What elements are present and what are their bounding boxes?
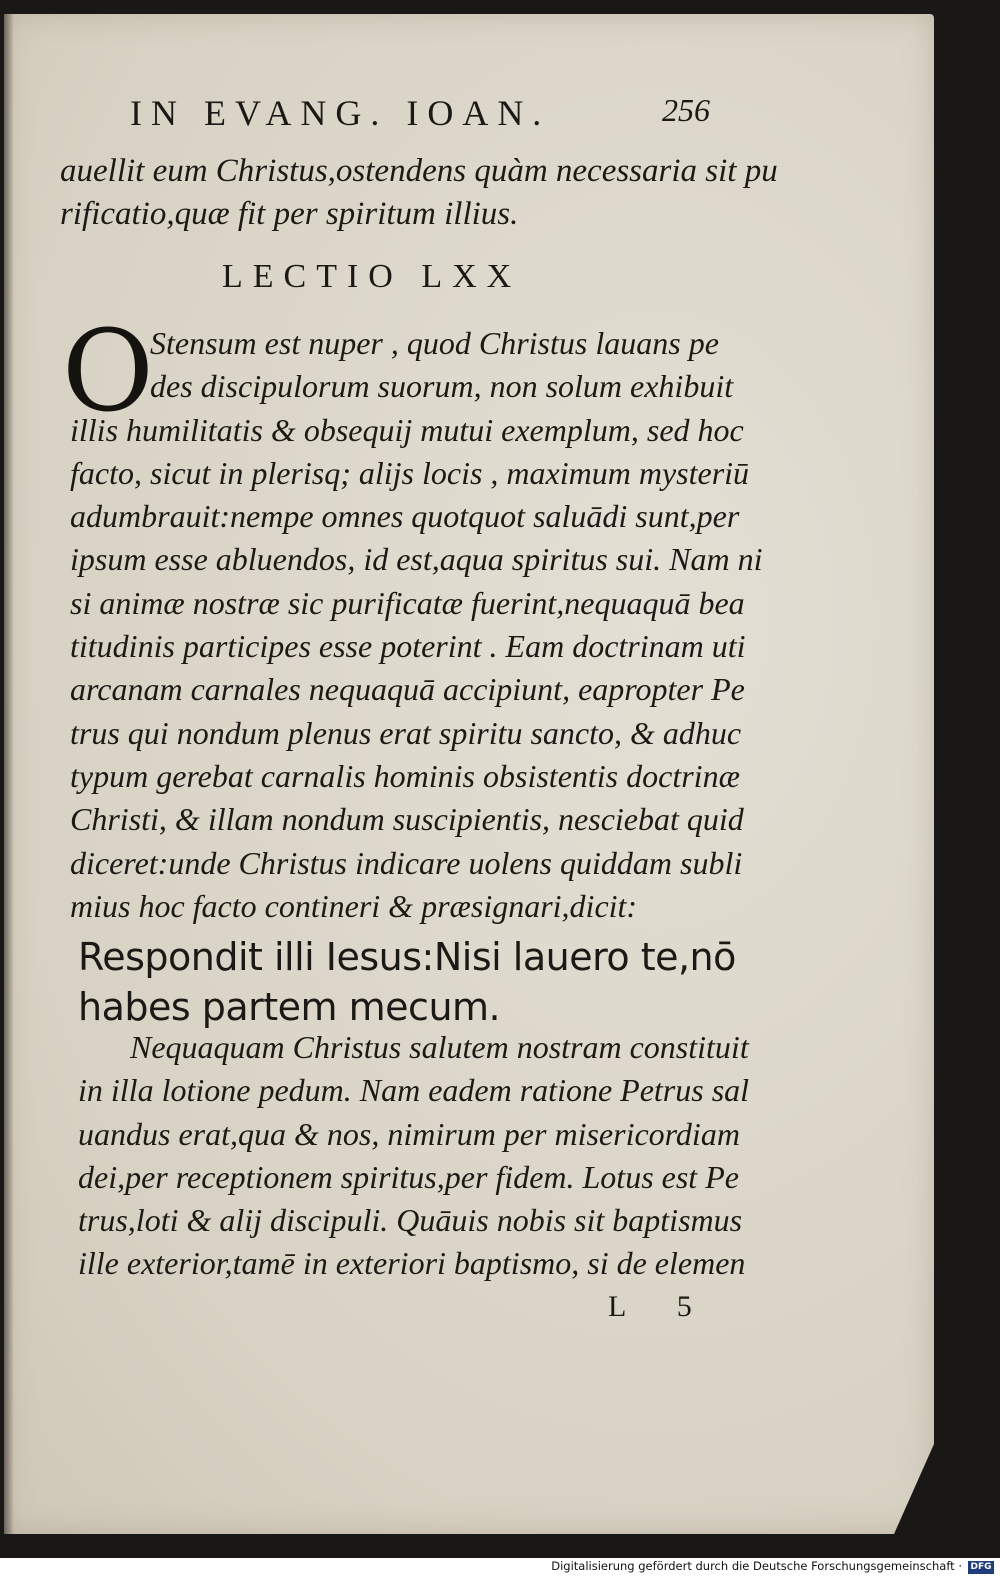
running-title: IN EVANG. IOAN. bbox=[130, 93, 551, 133]
lemma-line: habes partem mecum. bbox=[78, 985, 501, 1029]
page-gutter-shadow bbox=[4, 14, 14, 1534]
text-line: uandus erat,qua & nos, nimirum per misericordiam bbox=[78, 1115, 740, 1152]
digitization-footer bbox=[0, 1558, 1000, 1578]
text-line: trus,loti & alij discipuli. Quāuis nobis sit baptismus bbox=[78, 1202, 743, 1239]
text-line: illis humilitatis & obsequij mutui exemplum, sed hoc bbox=[70, 411, 744, 448]
text-line: adumbrauit:nempe omnes quotquot saluādi sunt,per bbox=[70, 498, 740, 535]
text-line: titudinis participes esse poterint . Eam doctrinam uti bbox=[70, 628, 746, 665]
lectio-heading: LECTIO LXX bbox=[222, 258, 522, 295]
text-line: Nequaquam Christus salutem nostram constituit bbox=[130, 1029, 749, 1065]
dfg-logo: DFG bbox=[968, 1561, 994, 1574]
text-line: typum gerebat carnalis hominis obsistentis doctrinæ bbox=[70, 757, 740, 794]
torn-corner bbox=[894, 1444, 934, 1534]
signature-mark: L 5 bbox=[608, 1290, 714, 1323]
scripture-lemma bbox=[78, 932, 758, 1032]
text-line: facto, sicut in plerisq; alijs locis , maximum mysteriū bbox=[70, 454, 750, 491]
lemma-line: Respondit illi Iesus:Nisi lauero te,nō bbox=[78, 935, 736, 979]
text-line: trus qui nondum plenus erat spiritu sancto, & adhuc bbox=[70, 714, 742, 751]
carryover-text bbox=[60, 150, 778, 237]
text-line: ille exterior,tamē in exteriori baptismo, si de elemen bbox=[78, 1245, 746, 1282]
text-line: arcanam carnales nequaquā accipiunt, eapropter Pe bbox=[70, 671, 745, 708]
text-line: auellit eum Christus,ostendens quàm necessaria sit pu bbox=[60, 153, 778, 189]
text-line: Stensum est nuper , quod Christus lauans pe bbox=[150, 325, 719, 361]
footer-credit: Digitalisierung gefördert durch die Deutsche Forschungsgemeinschaft · bbox=[551, 1559, 962, 1573]
text-line: ipsum esse abluendos, id est,aqua spiritus sui. Nam ni bbox=[70, 541, 763, 578]
text-line: des discipulorum suorum, non solum exhibuit bbox=[150, 368, 734, 405]
page-header bbox=[130, 92, 730, 142]
text-line: rificatio,quæ fit per spiritum illius. bbox=[60, 196, 519, 233]
text-line: si animæ nostræ sic purificatæ fuerint,nequaquā bea bbox=[70, 584, 745, 621]
commentary-paragraph bbox=[78, 1026, 758, 1286]
page-number: 256 bbox=[662, 92, 710, 128]
lectio-body bbox=[70, 322, 763, 928]
text-line: diceret:unde Christus indicare uolens quiddam subli bbox=[70, 844, 743, 881]
text-line: in illa lotione pedum. Nam eadem ratione Petrus sal bbox=[78, 1072, 750, 1109]
drop-initial: O bbox=[62, 307, 154, 437]
text-line: Christi, & illam nondum suscipientis, nesciebat quid bbox=[70, 801, 744, 838]
text-line: mius hoc facto contineri & præsignari,dicit: bbox=[70, 887, 638, 924]
text-line: dei,per receptionem spiritus,per fidem. Lotus est Pe bbox=[78, 1158, 739, 1195]
